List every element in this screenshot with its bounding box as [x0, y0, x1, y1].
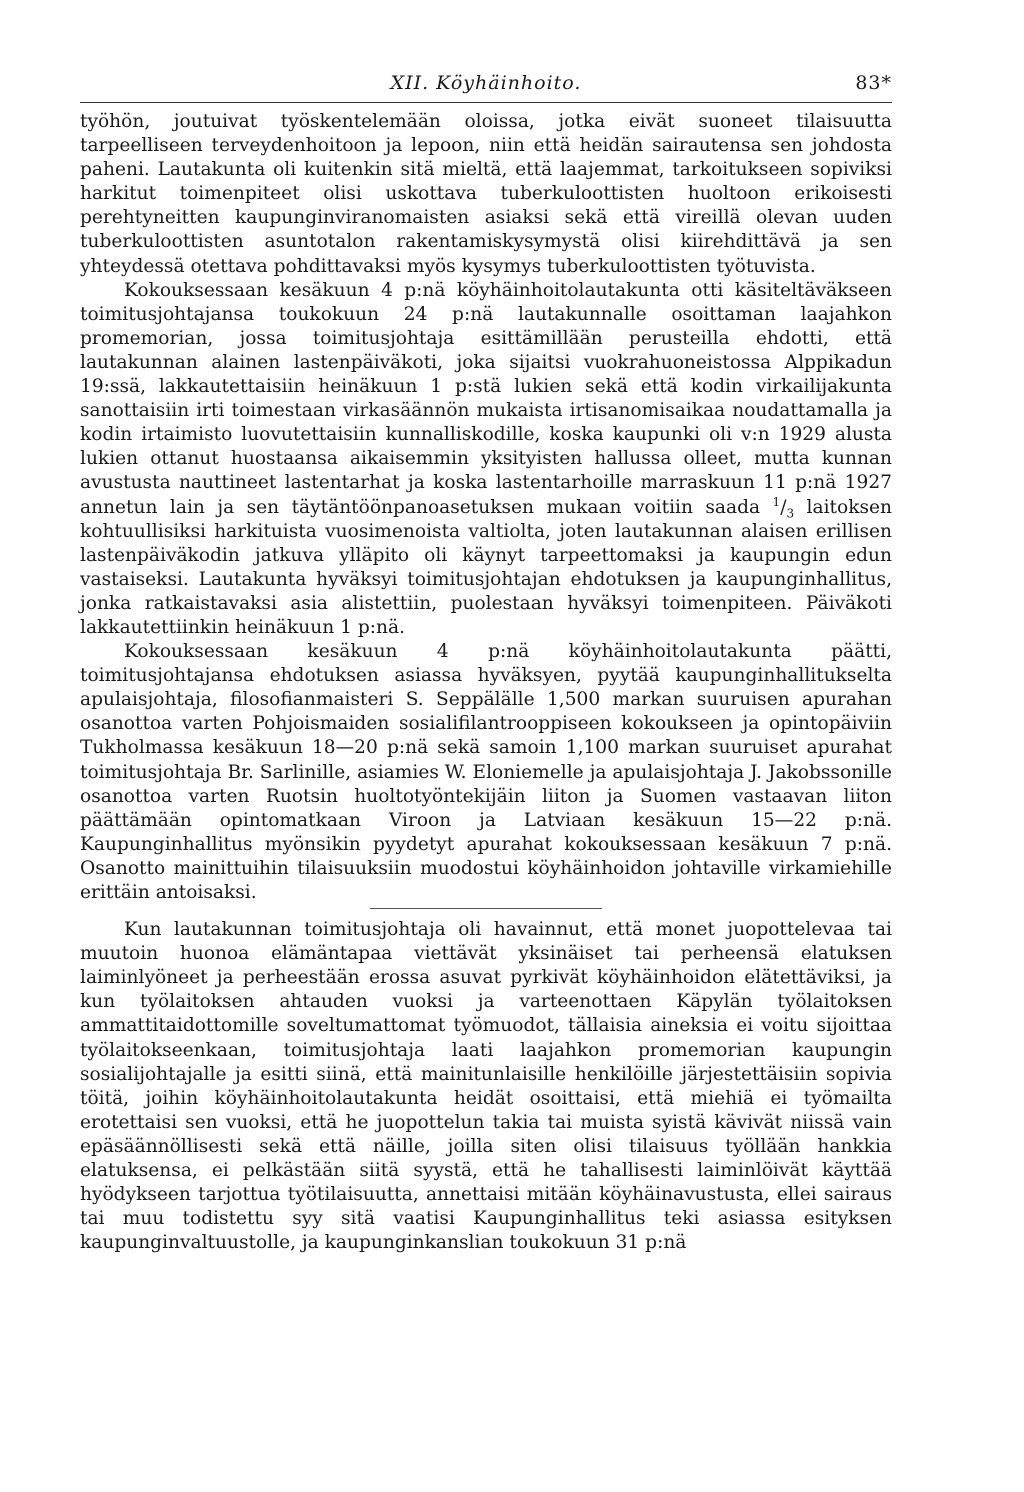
paragraph-2-part-1: Kokouksessaan kesäkuun 4 p:nä köyhäinhoitolautakunta otti käsiteltäväkseen toimitusjohtajansa toukokuun 24 p:nä lautakunnalle osoittaman laajahkon promemorian, jossa toimitusjohtaja esittämillään perusteilla ehdotti, että lautakunnan alainen lastenpäiväkoti, joka sijaitsi vuokrahuoneistossa Alppikadun 19:ssä, lakkautettaisiin heinäkuun 1 p:stä lukien sekä että kodin virkailijakunta sanottaisiin irti toimestaan virkasäännön mukaista irtisanomisaikaa noudattamalla ja kodin irtaimisto luovutettaisiin kunnalliskodille, koska kaupunki oli v:n 1929 alusta lukien ottanut huostaansa aikaisemmin yksityisten hallussa olleet, mutta kunnan avustusta nauttineet lastentarhat ja koska lastentarhoille marraskuun 11 p:nä 1927 annetun lain ja sen täytäntöönpanoasetuksen mukaan voitiin saada — [80, 279, 892, 518]
paragraph-2-part-2: laitoksen kohtuullisiksi harkituista vuosimenoista valtiolta, joten lautakunnan alaisen erillisen lastenpäiväkodin jatkuva ylläpito oli käynyt tarpeettomaksi ja kaupungin edun vastaiseksi. Lautakunta hyväksyi toimitusjohtajan ehdotuksen ja kaupunginhallitus, jonka ratkaistavaksi asia alistettiin, puolestaan hyväksyi toimenpiteen. Päiväkoti lakkautettiinkin heinäkuun 1 p:nä. — [80, 496, 892, 638]
paragraph-3: Kokouksessaan kesäkuun 4 p:nä köyhäinhoitolautakunta päätti, toimitusjohtajansa ehdotuksen asiassa hyväksyen, pyytää kaupunginhallitukselta apulaisjohtaja, filosofianmaisteri S. Seppälälle 1,500 markan suuruisen apurahan osanottoa varten Pohjoismaiden sosialifilantrooppiseen kokoukseen ja opintopäiviin Tukholmassa kesäkuun 18—20 p:nä sekä samoin 1,100 markan suuruiset apurahat toimitusjohtaja Br. Sarlinille, asiamies W. Eloniemelle ja apulaisjohtaja J. Jakobssonille osanottoa varten Ruotsin huoltotyöntekijäin liiton ja Suomen vastaavan liiton päättämään opintomatkaan Viroon ja Latviaan kesäkuun 15—22 p:nä. Kaupunginhallitus myönsikin pyydetyt apurahat kokouksessaan kesäkuun 7 p:nä. Osanotto mainittuihin tilaisuuksiin muodostui köyhäinhoidon johtaville virkamiehille erittäin antoisaksi. — [80, 641, 892, 903]
fraction-denominator: 3 — [786, 506, 795, 521]
header-rule — [80, 102, 892, 103]
document-page — [80, 70, 892, 1255]
running-header — [80, 70, 892, 106]
running-title: XII. Köyhäinhoito. — [390, 72, 582, 94]
paragraph-2: Kokouksessaan kesäkuun 4 p:nä köyhäinhoitolautakunta otti käsiteltäväkseen toimitusjohtajansa toukokuun 24 p:nä lautakunnalle osoittaman laajahkon promemorian, jossa toimitusjohtaja esittämillään perusteilla ehdotti, että lautakunnan alainen lastenpäiväkoti, joka sijaitsi vuokrahuoneistossa Alppikadun 19:ssä, lakkautettaisiin heinäkuun 1 p:stä lukien sekä että kodin virkailijakunta sanottaisiin irti toimestaan virkasäännön mukaista irtisanomisaikaa noudattamalla ja kodin irtaimisto luovutettaisiin kunnalliskodille, koska kaupunki oli v:n 1929 alusta lukien ottanut huostaansa aikaisemmin yksityisten hallussa olleet, mutta kunnan avustusta nauttineet lastentarhat ja koska lastentarhoille marraskuun 11 p:nä 1927 annetun lain ja sen täytäntöönpanoasetuksen mukaan voitiin saada $^1/_3$ laitoksen kohtuullisiksi harkituista vuosimenoista valtiolta, joten lautakunnan alaisen erillisen lastenpäiväkodin jatkuva ylläpito oli käynyt tarpeettomaksi ja kaupungin edun vastaiseksi. Lautakunta hyväksyi toimitusjohtajan ehdotuksen ja kaupunginhallitus, jonka ratkaistavaksi asia alistettiin, puolestaan hyväksyi toimenpiteen. Päiväkoti lakkautettiinkin heinäkuun 1 p:nä. — [80, 279, 892, 638]
fraction-numerator: 1 — [772, 494, 781, 509]
body-text — [80, 110, 892, 1255]
paragraph-1: työhön, joutuivat työskentelemään oloissa, jotka eivät suoneet tilaisuutta tarpeelliseen terveydenhoitoon ja lepoon, niin että heidän sairautensa sen johdosta paheni. Lautakunta oli kuitenkin sitä mieltä, että laajemmat, tarkoitukseen sopiviksi harkitut toimenpiteet olisi uskottava tuberkuloottisten huoltoon erikoisesti perehtyneitten kaupunginviranomaisten asiaksi sekä että vireillä olevan uuden tuberkuloottisten asuntotalon rakentamiskysymystä olisi kiirehdittävä ja sen yhteydessä otettava pohdittavaksi myös kysymys tuberkuloottisten työtuvista. — [80, 111, 892, 277]
paragraph-4: Kun lautakunnan toimitusjohtaja oli havainnut, että monet juopottelevaa tai muutoin huonoa elämäntapaa viettävät yksinäiset tai perheensä elatuksen laiminlyöneet ja perheestään erossa asuvat pyrkivät köyhäinhoidon elätettäviksi, ja kun työlaitoksen ahtauden vuoksi ja varteenottaen Käpylän työlaitoksen ammattitaidottomille soveltumattomat työmuodot, tällaisia aineksia ei voitu sijoittaa työlaitokseenkaan, toimitusjohtaja laati laajahkon promemorian kaupungin sosialijohtajalle ja esitti siinä, että mainitunlaisille henkilöille järjestettäisiin sopivia töitä, joihin köyhäinhoitolautakunta heidät osoittaisi, että miehiä ei työmailta erotettaisi sen vuoksi, että he juopottelun takia tai muista syistä kävivät niissä vain epäsäännöllisesti sekä että näille, joilla siten olisi tilaisuus työllään hankkia elatuksensa, ei pelkästään siitä syystä, että he tahallisesti laiminlöivät käyttää hyödykseen tarjottua työtilaisuutta, annettaisi mitään köyhäinavustusta, ellei sairaus tai muu todistettu syy sitä vaatisi Kaupunginhallitus teki asiassa esityksen kaupunginvaltuustolle, ja kaupunginkanslian toukokuun 31 p:nä — [80, 919, 892, 1254]
section-divider — [370, 908, 602, 909]
page-number: 83* — [855, 72, 892, 94]
